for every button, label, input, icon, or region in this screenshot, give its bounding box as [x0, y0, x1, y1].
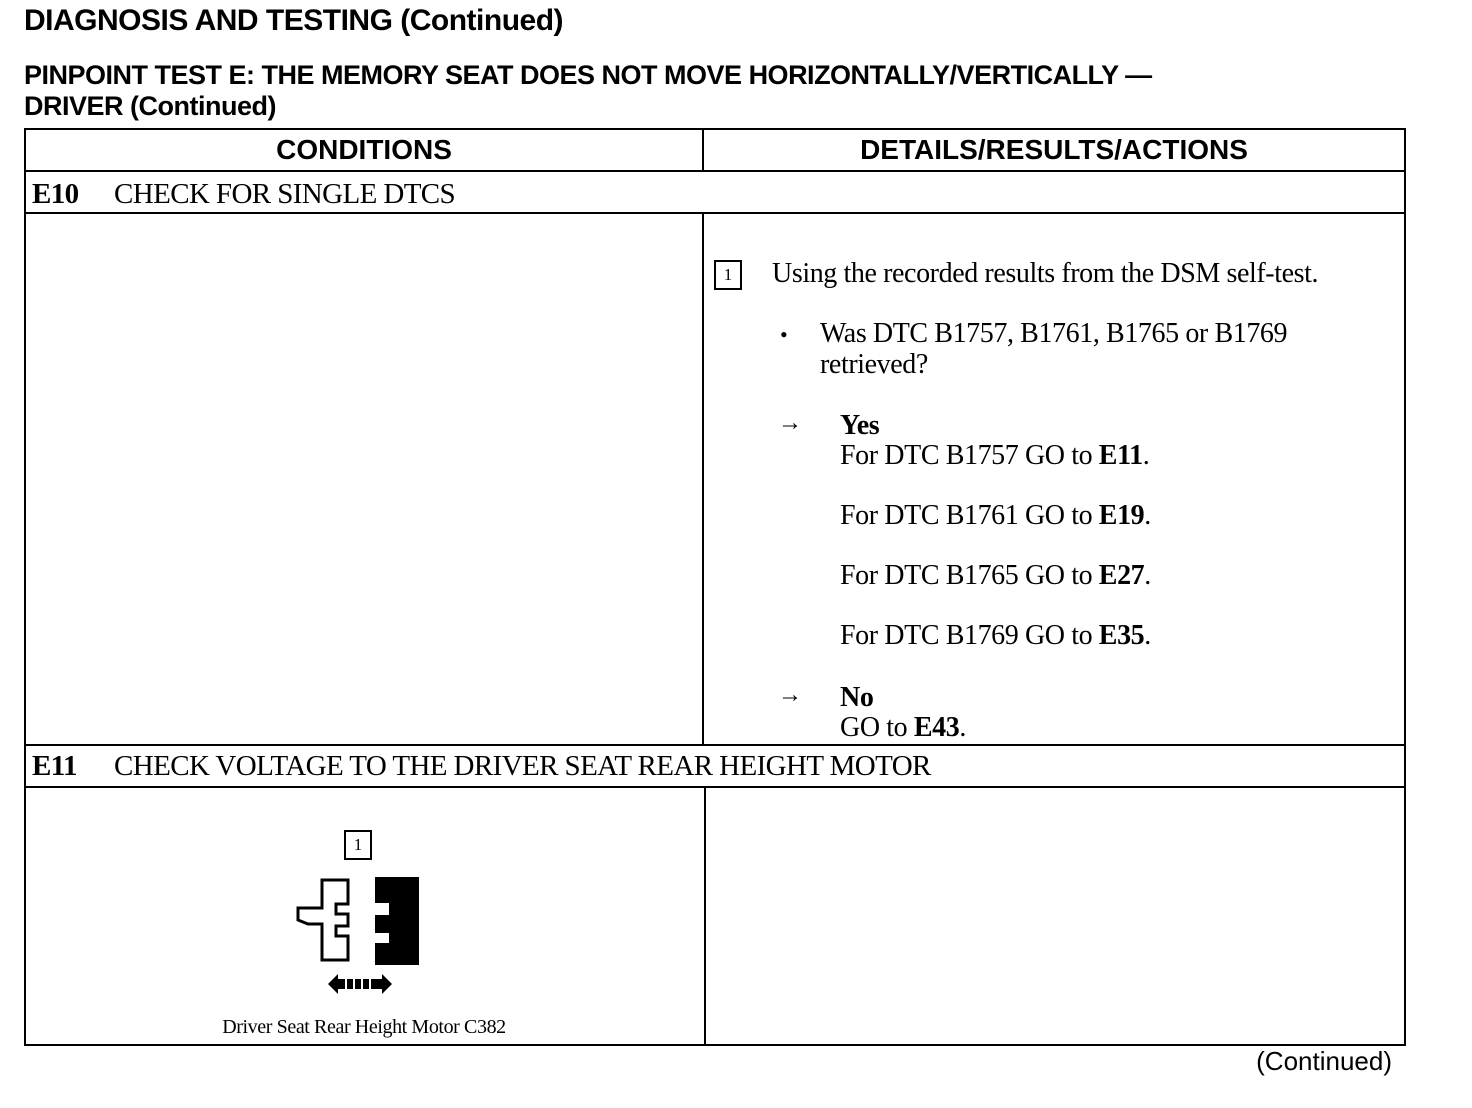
action-target: E11 [1098, 440, 1143, 471]
action-target: E19 [1098, 500, 1145, 531]
action-text: For DTC B1769 GO to [840, 620, 1099, 651]
page-title: DIAGNOSIS AND TESTING (Continued) [24, 4, 564, 37]
pinpoint-table [24, 128, 1406, 1046]
test-title-line2: DRIVER (Continued) [24, 91, 276, 121]
action-end: . [1142, 440, 1150, 471]
e10-yes-action-3 [840, 560, 1151, 591]
connector-half-right [376, 878, 418, 964]
e10-yes-label: Yes [840, 410, 880, 441]
action-target: E43 [913, 712, 960, 743]
continued-label: (Continued) [1256, 1046, 1392, 1076]
double-arrow-icon [328, 974, 392, 994]
e11-title-rule [26, 786, 1404, 788]
e10-no-label: No [840, 682, 874, 713]
e10-yes-action-1 [840, 440, 1149, 471]
step-e11-title [32, 750, 931, 783]
step-e10-code: E10 [32, 178, 79, 210]
e10-title-rule [26, 212, 1404, 214]
action-target: E35 [1098, 620, 1145, 651]
e10-question [820, 318, 1287, 380]
e10-yes-action-2 [840, 500, 1151, 531]
step-e10-name: CHECK FOR SINGLE DTCS [114, 178, 456, 210]
header-divider [702, 130, 704, 172]
action-end: . [959, 712, 966, 743]
header-rule [26, 170, 1404, 172]
action-end: . [1144, 620, 1151, 651]
e11-column-divider [704, 788, 706, 1046]
e10-no-action [840, 712, 966, 743]
arrow-right-icon: → [778, 410, 802, 436]
step-e11-code: E11 [32, 750, 77, 782]
connector-half-left [298, 880, 348, 960]
e10-question-line2: retrieved? [820, 349, 928, 380]
e10-column-divider [702, 214, 704, 744]
bullet-icon: • [780, 322, 788, 347]
step-e10-title [32, 178, 455, 211]
action-text: For DTC B1761 GO to [840, 500, 1099, 531]
connector-diagram [290, 874, 422, 1000]
action-text: For DTC B1757 GO to [840, 440, 1099, 471]
e10-step-number-box: 1 [714, 260, 742, 290]
e10-yes-action-4 [840, 620, 1151, 651]
e10-bottom-rule [26, 744, 1404, 746]
e10-question-line1: Was DTC B1757, B1761, B1765 or B1769 [820, 318, 1288, 349]
step-e11-name: CHECK VOLTAGE TO THE DRIVER SEAT REAR HEIGHT MOTOR [114, 750, 931, 782]
action-text: For DTC B1765 GO to [840, 560, 1099, 591]
diagram-caption: Driver Seat Rear Height Motor C382 [222, 1016, 506, 1038]
e10-instruction: Using the recorded results from the DSM self-test. [772, 258, 1319, 289]
action-text: GO to [840, 712, 914, 743]
e11-diagram-step-box: 1 [344, 830, 372, 860]
arrow-right-icon: → [778, 682, 802, 708]
details-header: DETAILS/RESULTS/ACTIONS [860, 134, 1248, 165]
conditions-header: CONDITIONS [276, 134, 452, 165]
test-title [24, 60, 1384, 122]
test-title-line1: PINPOINT TEST E: THE MEMORY SEAT DOES NOT MOVE HORIZONTALLY/VERTICALLY — [24, 60, 1152, 90]
action-end: . [1144, 500, 1151, 531]
action-target: E27 [1098, 560, 1145, 591]
action-end: . [1144, 560, 1151, 591]
